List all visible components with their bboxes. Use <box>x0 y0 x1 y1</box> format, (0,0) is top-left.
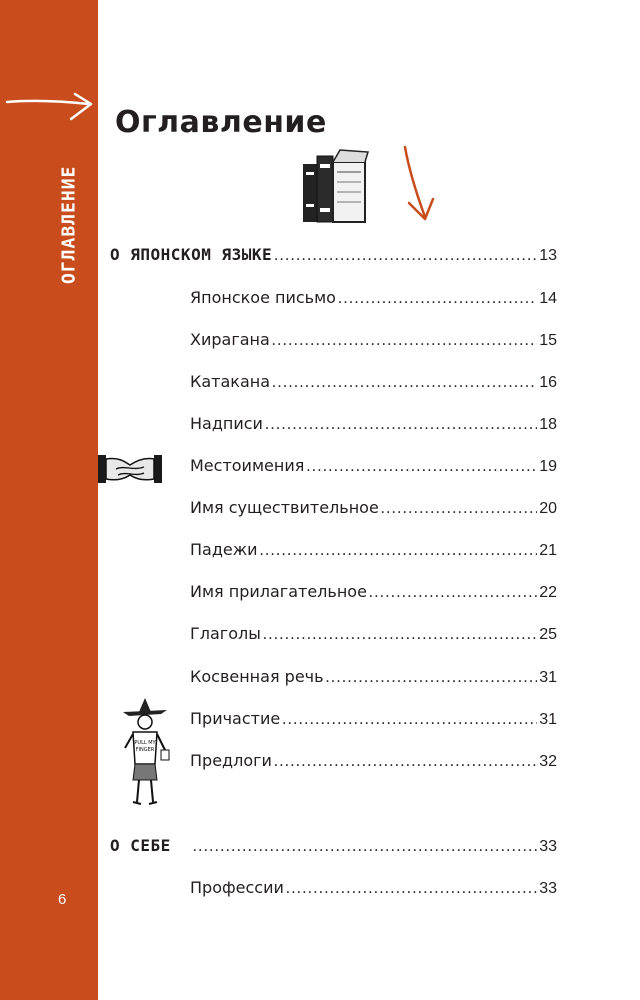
toc-row[interactable] <box>190 498 557 524</box>
toc-leader-dots <box>282 711 537 729</box>
toc-row[interactable] <box>190 878 557 904</box>
toc-item-title: Хирагана <box>190 330 270 349</box>
toc-row[interactable] <box>190 330 557 356</box>
toc-row[interactable] <box>190 582 557 608</box>
arrow-right-icon <box>5 92 97 126</box>
toc-item-title: Профессии <box>190 878 284 897</box>
side-band <box>0 0 98 1000</box>
toc-page-number: 16 <box>539 374 557 391</box>
toc-leader-dots <box>265 416 537 434</box>
toc-item-title: Надписи <box>190 414 263 433</box>
toc-page-number: 18 <box>539 416 557 433</box>
toc-item-title: Причастие <box>190 709 281 728</box>
arrow-down-icon <box>395 145 440 225</box>
toc-page-number: 31 <box>539 669 557 686</box>
toc-leader-dots <box>338 290 537 308</box>
toc-item-title: Глаголы <box>190 624 261 643</box>
toc-row[interactable] <box>190 667 557 693</box>
toc-row[interactable] <box>190 709 557 735</box>
toc-page-number: 21 <box>539 542 557 559</box>
toc-item-title: Имя прилагательное <box>190 582 367 601</box>
toc-leader-dots <box>286 880 537 898</box>
page-title: Оглавление <box>115 105 327 140</box>
toc-page-number: 19 <box>539 458 557 475</box>
toc-leader-dots <box>326 669 538 687</box>
toc-leader-dots <box>381 500 537 518</box>
toc-section-title: О СЕБЕ <box>110 836 171 855</box>
toc-page-number: 25 <box>539 626 557 643</box>
toc-item-title: Предлоги <box>190 751 272 770</box>
books-illustration <box>300 142 370 227</box>
toc-page-number: 20 <box>539 500 557 517</box>
sidebar-vertical-title: ОГЛАВЛЕНИЕ <box>58 165 80 285</box>
svg-text:FINGER: FINGER <box>135 747 155 753</box>
toc-leader-dots <box>263 626 537 644</box>
toc-item-title: Катакана <box>190 372 271 391</box>
handshake-illustration <box>98 449 162 489</box>
toc-item-title: Местоимения <box>190 456 305 475</box>
toc-leader-dots <box>272 374 537 392</box>
toc-section-title: О ЯПОНСКОМ ЯЗЫКЕ <box>110 245 273 264</box>
toc-leader-dots <box>274 753 537 771</box>
toc-leader-dots <box>260 542 538 560</box>
figure-shirt-text: PULL MY <box>134 740 156 746</box>
toc-row[interactable] <box>190 288 557 314</box>
toc-leader-dots <box>369 584 537 602</box>
toc-section-row[interactable] <box>110 245 557 271</box>
toc-page-number: 31 <box>539 711 557 728</box>
toc-section-row[interactable] <box>110 836 557 862</box>
toc-page-number: 32 <box>539 753 557 770</box>
toc-item-title: Имя существительное <box>190 498 379 517</box>
toc-leader-dots <box>306 458 537 476</box>
toc-page-number: 14 <box>539 290 557 307</box>
toc-item-title: Падежи <box>190 540 258 559</box>
toc-item-title: Косвенная речь <box>190 667 324 686</box>
toc-leader-dots <box>274 247 537 265</box>
toc-leader-dots <box>193 838 537 856</box>
page-number: 6 <box>58 891 67 908</box>
tourist-figure-illustration <box>115 692 175 812</box>
toc-page-number: 13 <box>539 247 557 264</box>
toc-row[interactable] <box>190 751 557 777</box>
toc-item-title: Японское письмо <box>190 288 336 307</box>
toc-page-number: 33 <box>539 838 557 855</box>
toc-page-number: 33 <box>539 880 557 897</box>
toc-row[interactable] <box>190 456 557 482</box>
toc-row[interactable] <box>190 540 557 566</box>
toc-page-number: 15 <box>539 332 557 349</box>
toc-page-number: 22 <box>539 584 557 601</box>
toc-leader-dots <box>272 332 537 350</box>
toc-row[interactable] <box>190 624 557 650</box>
toc-row[interactable] <box>190 372 557 398</box>
toc-row[interactable] <box>190 414 557 440</box>
